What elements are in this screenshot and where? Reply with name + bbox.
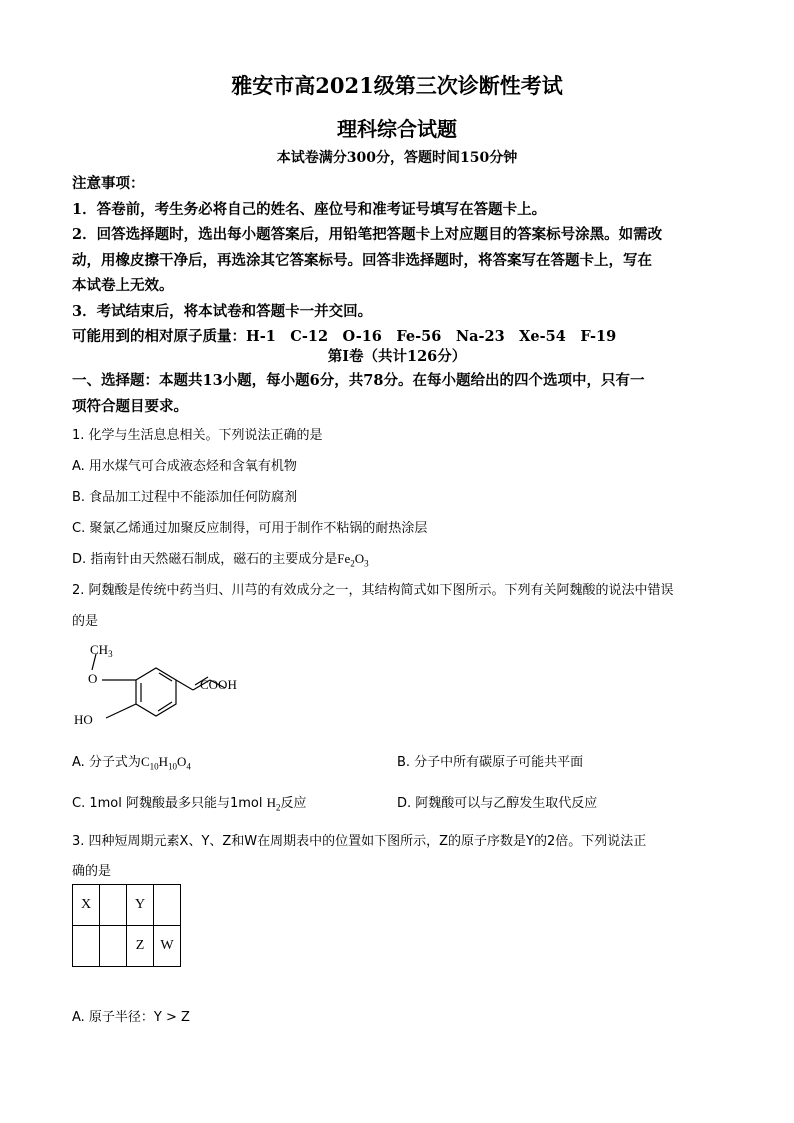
q1-option-b: B. 食品加工过程中不能添加任何防腐剂 (72, 490, 298, 505)
formula-sub: 3 (364, 558, 369, 569)
label-ho: HO (74, 712, 93, 727)
formula-h: H (158, 754, 168, 769)
periodic-table-fragment (72, 884, 181, 967)
label-cooh: COOH (200, 677, 237, 692)
section-instructions (72, 368, 724, 420)
formula-sub: 4 (186, 761, 191, 772)
q2-option-a-text: A. 分子式为 (72, 755, 141, 770)
table-cell: W (154, 926, 181, 967)
formula-sub: 10 (149, 761, 159, 772)
notes-block (72, 171, 724, 350)
q2-option-a (72, 751, 191, 772)
table-cell (73, 926, 100, 967)
notes-item-2-line-3: 本试卷上无效。 (72, 277, 174, 294)
q2-h2 (266, 795, 281, 813)
q3-stem-line-1: 3. 四种短周期元素X、Y、Z和W在周期表中的位置如下图所示，Z的原子序数是Y的2倍。下列说法正 (72, 834, 647, 849)
instructions-line-2: 项符合题目要求。 (72, 398, 188, 415)
q1-option-d (72, 548, 369, 569)
table-cell: X (73, 885, 100, 926)
q2-formula (140, 754, 191, 772)
formula-h: H (266, 795, 277, 810)
table-cell: Z (127, 926, 154, 967)
q2-option-c-text: C. 1mol 阿魏酸最多只能与1mol (72, 796, 263, 811)
ring-double-bond (158, 702, 172, 711)
label-o: O (88, 671, 98, 686)
formula-o: O (177, 754, 187, 769)
q2-stem-line-1: 2. 阿魏酸是传统中药当归、川芎的有效成分之一，其结构简式如下图所示。下列有关阿魏酸的说法中错误 (72, 583, 674, 598)
exam-info: 本试卷满分300分，答题时间150分钟 (276, 150, 518, 166)
notes-item-2-line-1: 2．回答选择题时，选出每小题答案后，用铅笔把答题卡上对应题目的答案标号涂黑。如需改 (72, 226, 663, 243)
q1-option-d-text: D. 指南针由天然磁石制成，磁石的主要成分是 (72, 552, 338, 567)
notes-item-2-line-2: 动，用橡皮擦干净后，再选涂其它答案标号。回答非选择题时，将答案写在答题卡上，写在 (72, 251, 652, 269)
formula-o: O (354, 551, 365, 566)
q2-option-b: B. 分子中所有碳原子可能共平面 (397, 755, 584, 770)
q1-stem: 1. 化学与生活息息相关。下列说法正确的是 (72, 428, 323, 443)
formula-sub: 10 (168, 761, 177, 772)
notes-heading: 注意事项： (72, 175, 145, 192)
formula-sub: 2 (276, 802, 281, 813)
benzene-ring (136, 668, 176, 716)
instructions-line-1: 一、选择题：本题共13小题，每小题6分，共78分。在每小题给出的四个选项中，只有一 (72, 372, 645, 389)
q1-option-c: C. 聚氯乙烯通过加聚反应制得，可用于制作不粘锅的耐热涂层 (72, 521, 428, 536)
notes-item-3: 3．考试结束后，将本试卷和答题卡一并交回。 (72, 302, 373, 320)
table-row (73, 885, 181, 926)
notes-item-1: 1．答卷前，考生务必将自己的姓名、座位号和准考证号填写在答题卡上。 (72, 200, 547, 218)
atomic-masses: 可能用到的相对原子质量：H-1 C-12 O-16 Fe-56 Na-23 Xe-54 F-19 (72, 328, 617, 345)
bond-chain (176, 680, 193, 690)
table-cell (100, 885, 127, 926)
exam-subtitle: 理科综合试题 (337, 117, 457, 141)
q2-option-c-suffix: 反应 (280, 796, 307, 811)
formula-c: C (140, 754, 150, 769)
q2-option-d: D. 阿魏酸可以与乙醇发生取代反应 (397, 796, 598, 811)
formula-sub: 2 (350, 558, 355, 569)
ferulic-acid-structure (68, 638, 258, 733)
label-ch3: $CH_3$ (90, 642, 113, 659)
table-cell (154, 885, 181, 926)
q1-formula (337, 551, 369, 569)
section-title: 第Ⅰ卷（共计126分） (327, 348, 467, 365)
q1-option-a: A. 用水煤气可合成液态烃和含氧有机物 (72, 459, 297, 474)
table-row (73, 926, 181, 967)
formula-fe: Fe (337, 551, 351, 566)
q2-option-c (72, 792, 307, 813)
q2-stem-line-2: 的是 (72, 614, 99, 629)
table-cell: Y (127, 885, 154, 926)
table-cell (100, 926, 127, 967)
q3-option-a: A. 原子半径：Y > Z (72, 1010, 190, 1025)
bond-oh (106, 704, 136, 718)
exam-title: 雅安市高2021级第三次诊断性考试 (231, 73, 563, 98)
q3-stem-line-2: 确的是 (72, 864, 112, 879)
